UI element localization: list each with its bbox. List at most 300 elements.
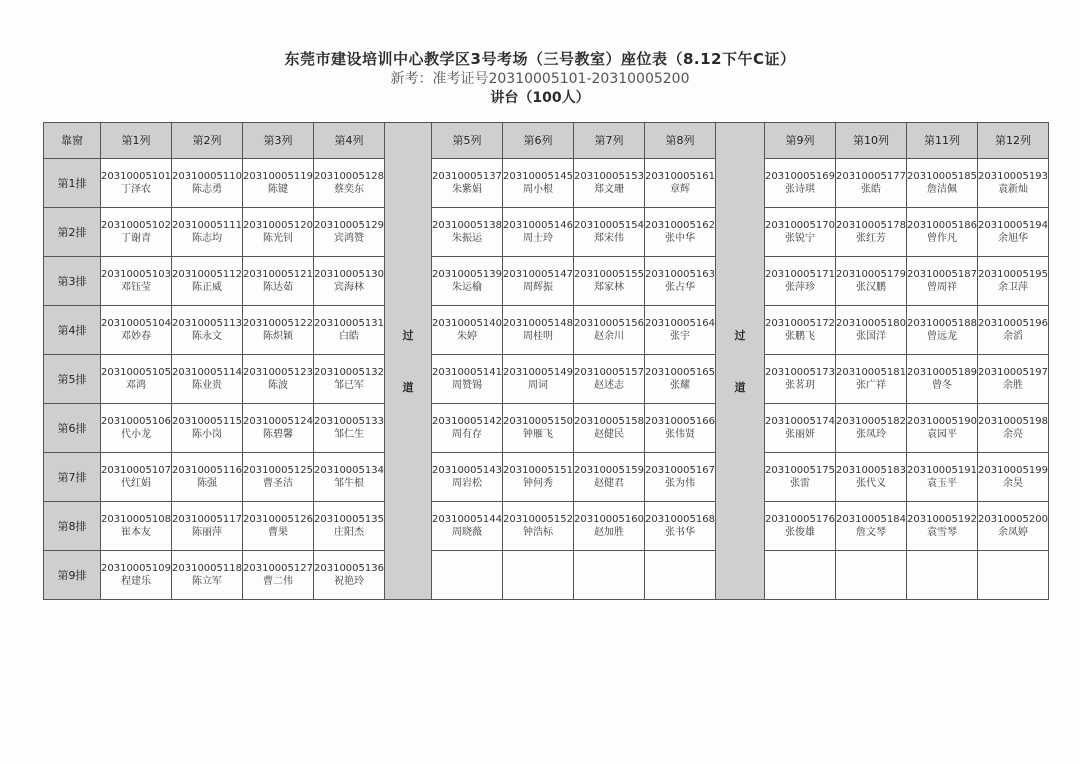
aisle [716, 123, 765, 600]
candidate-name: 陈炽颖 [263, 331, 293, 342]
exam-number: 20310005133 [314, 416, 384, 427]
exam-number: 20310005163 [645, 269, 715, 280]
seat-cell [172, 502, 243, 551]
exam-number: 20310005184 [836, 514, 906, 525]
candidate-name: 曹二伟 [263, 576, 293, 587]
column-header-row [44, 123, 1049, 159]
candidate-name: 张诗琪 [785, 184, 815, 195]
candidate-name: 詹文琴 [856, 527, 886, 538]
column-header: 第10列 [836, 123, 907, 159]
seat-row [44, 453, 1049, 502]
seat-cell [978, 257, 1049, 306]
candidate-name: 余卫萍 [998, 282, 1028, 293]
exam-number: 20310005161 [645, 171, 715, 182]
seat-row [44, 257, 1049, 306]
candidate-name: 周晓薇 [452, 527, 482, 538]
seat-row [44, 159, 1049, 208]
exam-number: 20310005125 [243, 465, 313, 476]
candidate-name: 陈志均 [192, 233, 222, 244]
seat-cell [978, 355, 1049, 404]
candidate-name: 代小龙 [121, 429, 151, 440]
exam-number: 20310005116 [172, 465, 242, 476]
exam-number: 20310005151 [503, 465, 573, 476]
column-header: 第4列 [314, 123, 385, 159]
candidate-name: 赵述志 [594, 380, 624, 391]
seat-cell [978, 208, 1049, 257]
seat-cell [836, 257, 907, 306]
seat-cell [503, 208, 574, 257]
candidate-name: 陈业贵 [192, 380, 222, 391]
seat-cell [645, 404, 716, 453]
candidate-name: 程建乐 [121, 576, 151, 587]
candidate-name: 陈强 [197, 478, 217, 489]
exam-number: 20310005135 [314, 514, 384, 525]
exam-number: 20310005165 [645, 367, 715, 378]
candidate-name: 张国洋 [856, 331, 886, 342]
exam-number: 20310005144 [432, 514, 502, 525]
seat-row [44, 404, 1049, 453]
seat-cell [432, 159, 503, 208]
seat-cell [503, 453, 574, 502]
candidate-name: 余滔 [1003, 331, 1023, 342]
empty-seat [836, 551, 907, 600]
candidate-name: 赵加胜 [594, 527, 624, 538]
exam-number: 20310005183 [836, 465, 906, 476]
exam-number: 20310005164 [645, 318, 715, 329]
exam-number: 20310005193 [978, 171, 1048, 182]
exam-number: 20310005176 [765, 514, 835, 525]
candidate-name: 张代义 [856, 478, 886, 489]
seat-cell [907, 453, 978, 502]
exam-number: 20310005145 [503, 171, 573, 182]
exam-number: 20310005199 [978, 465, 1048, 476]
candidate-name: 钟浩标 [523, 527, 553, 538]
seat-cell [645, 355, 716, 404]
candidate-name: 周桂明 [523, 331, 553, 342]
candidate-name: 曹圣洁 [263, 478, 293, 489]
exam-number: 20310005109 [101, 563, 171, 574]
seat-cell [765, 306, 836, 355]
seat-cell [432, 355, 503, 404]
exam-number: 20310005127 [243, 563, 313, 574]
candidate-name: 邓鸿 [126, 380, 146, 391]
candidate-name: 邓妙春 [121, 331, 151, 342]
candidate-name: 赵余川 [594, 331, 624, 342]
exam-number: 20310005175 [765, 465, 835, 476]
row-label: 第1排 [44, 159, 101, 208]
seat-cell [243, 355, 314, 404]
seat-cell [765, 355, 836, 404]
column-header: 第5列 [432, 123, 503, 159]
empty-seat [503, 551, 574, 600]
empty-seat [978, 551, 1049, 600]
exam-number: 20310005122 [243, 318, 313, 329]
candidate-name: 张萍珍 [785, 282, 815, 293]
candidate-name: 朱紫娟 [452, 184, 482, 195]
seat-cell [836, 208, 907, 257]
seat-row [44, 306, 1049, 355]
seat-cell [836, 502, 907, 551]
seat-cell [574, 306, 645, 355]
exam-number: 20310005191 [907, 465, 977, 476]
seat-cell [314, 159, 385, 208]
seat-cell [172, 453, 243, 502]
candidate-name: 钟雁飞 [523, 429, 553, 440]
exam-number: 20310005159 [574, 465, 644, 476]
exam-number: 20310005114 [172, 367, 242, 378]
exam-number: 20310005181 [836, 367, 906, 378]
candidate-name: 陈志勇 [192, 184, 222, 195]
exam-number: 20310005108 [101, 514, 171, 525]
exam-number: 20310005180 [836, 318, 906, 329]
candidate-name: 张为伟 [665, 478, 695, 489]
seat-cell [243, 404, 314, 453]
candidate-name: 丁泽农 [121, 184, 151, 195]
candidate-name: 张丽妍 [785, 429, 815, 440]
exam-number: 20310005182 [836, 416, 906, 427]
exam-number: 20310005130 [314, 269, 384, 280]
candidate-name: 陈丽萍 [192, 527, 222, 538]
candidate-name: 张皓 [861, 184, 881, 195]
exam-number: 20310005187 [907, 269, 977, 280]
seat-cell [314, 404, 385, 453]
candidate-name: 张广祥 [856, 380, 886, 391]
exam-number: 20310005200 [978, 514, 1048, 525]
candidate-name: 张书华 [665, 527, 695, 538]
exam-number: 20310005124 [243, 416, 313, 427]
exam-number: 20310005140 [432, 318, 502, 329]
candidate-name: 朱振运 [452, 233, 482, 244]
candidate-name: 张雷 [790, 478, 810, 489]
exam-number: 20310005106 [101, 416, 171, 427]
seat-cell [172, 257, 243, 306]
candidate-name: 张占华 [665, 282, 695, 293]
exam-number: 20310005154 [574, 220, 644, 231]
seat-cell [503, 502, 574, 551]
seat-cell [836, 404, 907, 453]
candidate-name: 崔本友 [121, 527, 151, 538]
candidate-name: 曾冬 [932, 380, 952, 391]
candidate-name: 张茗玥 [785, 380, 815, 391]
candidate-name: 陈波 [268, 380, 288, 391]
seat-cell [101, 453, 172, 502]
seat-cell [243, 306, 314, 355]
aisle [385, 123, 432, 600]
seat-cell [172, 159, 243, 208]
seat-cell [765, 502, 836, 551]
seat-cell [101, 551, 172, 600]
column-header: 第11列 [907, 123, 978, 159]
seat-cell [172, 208, 243, 257]
exam-number: 20310005115 [172, 416, 242, 427]
seat-cell [836, 453, 907, 502]
candidate-name: 庄阳杰 [334, 527, 364, 538]
candidate-name: 曾作凡 [927, 233, 957, 244]
candidate-name: 朱运榆 [452, 282, 482, 293]
exam-number: 20310005179 [836, 269, 906, 280]
candidate-name: 蔡奕东 [334, 184, 364, 195]
seat-cell [432, 306, 503, 355]
exam-number: 20310005189 [907, 367, 977, 378]
exam-number: 20310005185 [907, 171, 977, 182]
exam-number: 20310005110 [172, 171, 242, 182]
candidate-name: 郑文珊 [594, 184, 624, 195]
candidate-name: 周有存 [452, 429, 482, 440]
candidate-name: 宾鸿赞 [334, 233, 364, 244]
seat-cell [645, 502, 716, 551]
exam-number: 20310005112 [172, 269, 242, 280]
row-label: 第4排 [44, 306, 101, 355]
candidate-name: 宾海林 [334, 282, 364, 293]
seat-cell [765, 159, 836, 208]
seat-cell [314, 257, 385, 306]
candidate-name: 赵健民 [594, 429, 624, 440]
seat-cell [503, 257, 574, 306]
seat-cell [907, 306, 978, 355]
exam-number: 20310005120 [243, 220, 313, 231]
seat-cell [836, 159, 907, 208]
seat-cell [645, 208, 716, 257]
exam-number: 20310005126 [243, 514, 313, 525]
candidate-name: 张伟贤 [665, 429, 695, 440]
exam-number: 20310005148 [503, 318, 573, 329]
seat-cell [243, 551, 314, 600]
seat-cell [836, 355, 907, 404]
exam-number: 20310005197 [978, 367, 1048, 378]
seat-cell [978, 306, 1049, 355]
candidate-name: 袁园平 [927, 429, 957, 440]
seat-cell [432, 453, 503, 502]
exam-number: 20310005177 [836, 171, 906, 182]
seat-cell [574, 208, 645, 257]
candidate-name: 邓钰莹 [121, 282, 151, 293]
column-header: 第3列 [243, 123, 314, 159]
candidate-name: 周词 [528, 380, 548, 391]
row-label: 第6排 [44, 404, 101, 453]
empty-seat [645, 551, 716, 600]
empty-seat [574, 551, 645, 600]
seat-cell [574, 404, 645, 453]
candidate-name: 曹果 [268, 527, 288, 538]
seat-row [44, 502, 1049, 551]
exam-number: 20310005111 [172, 220, 242, 231]
podium-label: 讲台（100人） [490, 90, 590, 106]
row-label: 第3排 [44, 257, 101, 306]
seat-row [44, 551, 1049, 600]
candidate-name: 张红芳 [856, 233, 886, 244]
seat-cell [765, 208, 836, 257]
candidate-name: 邹仁生 [334, 429, 364, 440]
seat-cell [314, 453, 385, 502]
exam-number: 20310005166 [645, 416, 715, 427]
exam-number: 20310005129 [314, 220, 384, 231]
exam-number: 20310005167 [645, 465, 715, 476]
exam-number: 20310005174 [765, 416, 835, 427]
column-header: 第8列 [645, 123, 716, 159]
seat-cell [765, 404, 836, 453]
seat-cell [101, 208, 172, 257]
seat-cell [101, 404, 172, 453]
exam-number: 20310005195 [978, 269, 1048, 280]
candidate-name: 张锐宁 [785, 233, 815, 244]
page-title: 东莞市建设培训中心教学区3号考场（三号教室）座位表（8.12下午C证） [284, 50, 796, 68]
exam-number: 20310005118 [172, 563, 242, 574]
aisle-label-bottom: 道 [734, 380, 746, 394]
seat-cell [314, 502, 385, 551]
candidate-name: 张耀 [670, 380, 690, 391]
seat-cell [907, 502, 978, 551]
candidate-name: 詹洁佩 [927, 184, 957, 195]
candidate-name: 朱婷 [457, 331, 477, 342]
row-label: 第8排 [44, 502, 101, 551]
candidate-name: 袁雪琴 [927, 527, 957, 538]
candidate-name: 周岩松 [452, 478, 482, 489]
seat-cell [574, 502, 645, 551]
exam-number: 20310005198 [978, 416, 1048, 427]
exam-number: 20310005160 [574, 514, 644, 525]
exam-number: 20310005157 [574, 367, 644, 378]
candidate-name: 白皓 [339, 331, 359, 342]
empty-seat [907, 551, 978, 600]
candidate-name: 章辉 [670, 184, 690, 195]
seat-cell [243, 257, 314, 306]
seat-cell [645, 453, 716, 502]
seat-cell [978, 404, 1049, 453]
exam-number: 20310005134 [314, 465, 384, 476]
exam-number: 20310005146 [503, 220, 573, 231]
row-label: 第7排 [44, 453, 101, 502]
seat-cell [432, 257, 503, 306]
seat-cell [314, 306, 385, 355]
exam-number: 20310005196 [978, 318, 1048, 329]
candidate-name: 郑家林 [594, 282, 624, 293]
candidate-name: 曾远龙 [927, 331, 957, 342]
exam-number: 20310005104 [101, 318, 171, 329]
seat-cell [836, 306, 907, 355]
seat-cell [907, 257, 978, 306]
seat-cell [978, 159, 1049, 208]
seat-cell [172, 306, 243, 355]
exam-number: 20310005188 [907, 318, 977, 329]
exam-number: 20310005169 [765, 171, 835, 182]
seat-cell [243, 502, 314, 551]
candidate-name: 周小根 [523, 184, 553, 195]
candidate-name: 袁新灿 [998, 184, 1028, 195]
seat-row [44, 355, 1049, 404]
exam-number: 20310005138 [432, 220, 502, 231]
exam-number: 20310005143 [432, 465, 502, 476]
candidate-name: 陈立军 [192, 576, 222, 587]
candidate-name: 余昊 [1003, 478, 1023, 489]
exam-number: 20310005170 [765, 220, 835, 231]
exam-number: 20310005173 [765, 367, 835, 378]
seat-cell [172, 355, 243, 404]
exam-number: 20310005152 [503, 514, 573, 525]
column-header: 第1列 [101, 123, 172, 159]
column-header: 第2列 [172, 123, 243, 159]
candidate-name: 周赞锡 [452, 380, 482, 391]
candidate-name: 张汉鹏 [856, 282, 886, 293]
aisle-label-top: 过 [402, 328, 414, 342]
candidate-name: 张凤玲 [856, 429, 886, 440]
row-label: 第5排 [44, 355, 101, 404]
candidate-name: 陈永文 [192, 331, 222, 342]
exam-number: 20310005192 [907, 514, 977, 525]
exam-number: 20310005149 [503, 367, 573, 378]
exam-number: 20310005113 [172, 318, 242, 329]
empty-seat [432, 551, 503, 600]
seat-cell [101, 502, 172, 551]
exam-number: 20310005178 [836, 220, 906, 231]
seat-cell [243, 159, 314, 208]
column-header: 第6列 [503, 123, 574, 159]
candidate-name: 余凤婷 [998, 527, 1028, 538]
column-header: 第12列 [978, 123, 1049, 159]
exam-number: 20310005155 [574, 269, 644, 280]
seat-cell [172, 404, 243, 453]
exam-number: 20310005156 [574, 318, 644, 329]
candidate-name: 代红娟 [121, 478, 151, 489]
empty-seat [765, 551, 836, 600]
candidate-name: 袁玉平 [927, 478, 957, 489]
seating-table [43, 122, 1049, 600]
exam-number: 20310005150 [503, 416, 573, 427]
exam-number: 20310005121 [243, 269, 313, 280]
candidate-name: 赵健君 [594, 478, 624, 489]
seat-cell [503, 159, 574, 208]
seat-cell [101, 257, 172, 306]
candidate-name: 郑宋伟 [594, 233, 624, 244]
seat-cell [907, 404, 978, 453]
exam-number: 20310005119 [243, 171, 313, 182]
column-header: 第9列 [765, 123, 836, 159]
window-side-label: 靠窗 [44, 123, 101, 159]
candidate-name: 张中华 [665, 233, 695, 244]
exam-number: 20310005101 [101, 171, 171, 182]
candidate-name: 陈达茹 [263, 282, 293, 293]
seat-cell [574, 355, 645, 404]
seat-cell [645, 257, 716, 306]
seat-cell [101, 159, 172, 208]
seat-cell [907, 159, 978, 208]
exam-number: 20310005139 [432, 269, 502, 280]
seat-cell [574, 453, 645, 502]
seat-cell [765, 257, 836, 306]
candidate-name: 曾周祥 [927, 282, 957, 293]
seat-cell [978, 453, 1049, 502]
candidate-name: 邹已军 [334, 380, 364, 391]
exam-number: 20310005136 [314, 563, 384, 574]
candidate-name: 陈小岗 [192, 429, 222, 440]
seat-cell [314, 551, 385, 600]
seat-cell [574, 257, 645, 306]
seat-cell [243, 208, 314, 257]
row-label: 第9排 [44, 551, 101, 600]
candidate-name: 祝艳玲 [334, 576, 364, 587]
exam-number: 20310005172 [765, 318, 835, 329]
exam-number: 20310005128 [314, 171, 384, 182]
seat-cell [314, 208, 385, 257]
exam-number: 20310005107 [101, 465, 171, 476]
seat-cell [432, 404, 503, 453]
seat-cell [907, 355, 978, 404]
seat-cell [101, 306, 172, 355]
candidate-name: 钟何秀 [523, 478, 553, 489]
column-header: 第7列 [574, 123, 645, 159]
exam-number: 20310005190 [907, 416, 977, 427]
seat-cell [645, 306, 716, 355]
exam-number: 20310005103 [101, 269, 171, 280]
